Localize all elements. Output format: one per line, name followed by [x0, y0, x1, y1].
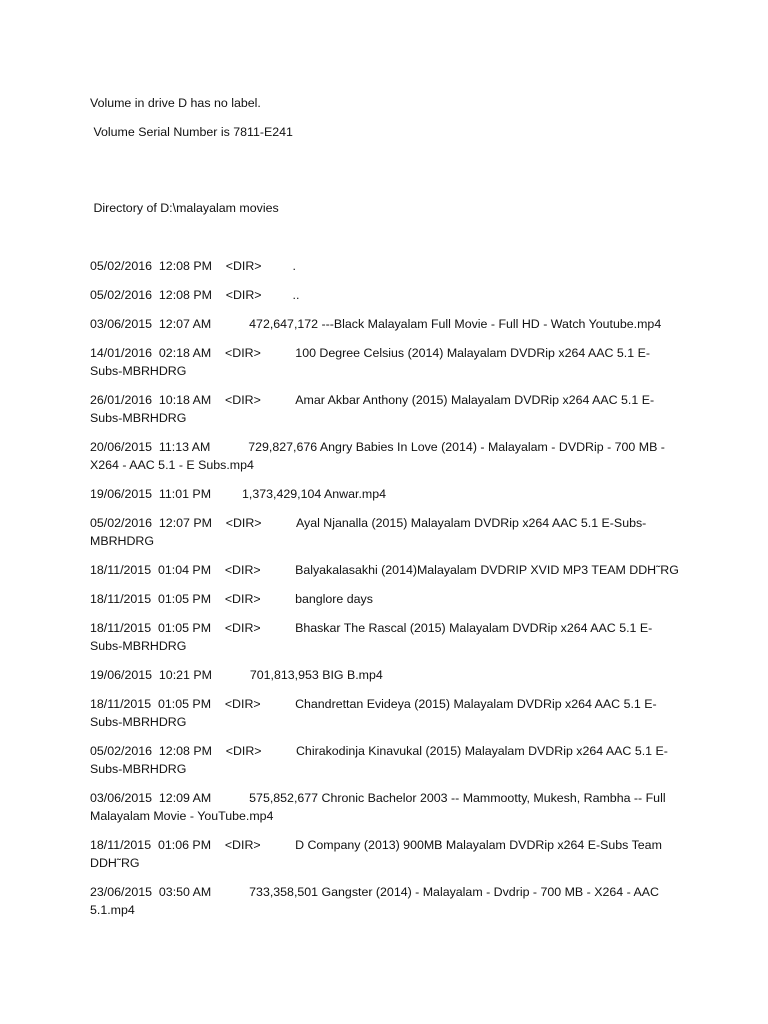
- entry-time: 10:18 AM: [158, 393, 212, 407]
- entry-name: Chandrettan Evideya (2015) Malayalam DVDRip x264 AAC 5.1 E-Subs-MBRHDRG: [90, 697, 657, 729]
- entry-name: 701,813,953 BIG B.mp4: [249, 668, 383, 682]
- entry-gap: [262, 288, 293, 302]
- listing-entry: [90, 438, 680, 474]
- entry-dir-marker: <DIR>: [225, 516, 262, 530]
- entry-gap: [225, 487, 242, 501]
- entry-date: 18/11/2015: [90, 838, 152, 852]
- entry-gap: [225, 885, 249, 899]
- entry-dir-marker: <DIR>: [225, 259, 262, 273]
- entry-gap: [262, 516, 296, 530]
- entry-date: 05/02/2016: [90, 744, 153, 758]
- entry-name: 733,358,501 Gangster (2014) - Malayalam - Dvdrip - 700 MB - X264 - AAC 5.1.mp4: [90, 885, 659, 917]
- entry-time: 12:07 PM: [158, 516, 212, 530]
- entry-dir-marker: <DIR>: [224, 592, 261, 606]
- entry-gap: [261, 393, 295, 407]
- entry-date: 19/06/2015: [90, 487, 153, 501]
- volume-label-line: Volume in drive D has no label.: [90, 96, 261, 110]
- entry-name: 472,647,172 ---Black Malayalam Full Movie - Full HD - Watch Youtube.mp4: [249, 317, 662, 331]
- entry-dir-marker: <DIR>: [225, 744, 262, 758]
- entry-dir-marker: <DIR>: [224, 838, 261, 852]
- entry-time: 01:05 PM: [157, 592, 212, 606]
- entry-date: 23/06/2015: [90, 885, 153, 899]
- entry-gap: [261, 563, 295, 577]
- entry-name: 729,827,676 Angry Babies In Love (2014) - Malayalam - DVDRip - 700 MB - X264 - AAC 5.1 - E Subs.mp4: [90, 440, 665, 472]
- entry-time: 12:09 AM: [158, 791, 212, 805]
- entry-date: 05/02/2016: [90, 516, 153, 530]
- document-page: [90, 94, 680, 930]
- entry-time: 12:08 PM: [158, 288, 212, 302]
- listing-entry: [90, 286, 680, 304]
- entry-time: 12:08 PM: [158, 259, 212, 273]
- volume-serial-line: Volume Serial Number is 7811-E241: [90, 125, 293, 139]
- entry-date: 03/06/2015: [90, 791, 153, 805]
- listing-entry: [90, 485, 680, 503]
- entry-time: 02:18 AM: [158, 346, 212, 360]
- entry-name: Ayal Njanalla (2015) Malayalam DVDRip x264 AAC 5.1 E-Subs-MBRHDRG: [90, 516, 647, 548]
- entry-gap: [224, 440, 248, 454]
- entry-time: 10:21 PM: [158, 668, 212, 682]
- entry-time: 01:04 PM: [157, 563, 212, 577]
- entry-dir-marker: <DIR>: [224, 621, 261, 635]
- entry-date: 18/11/2015: [90, 563, 152, 577]
- listing-entry: [90, 590, 680, 608]
- entry-name: Amar Akbar Anthony (2015) Malayalam DVDRip x264 AAC 5.1 E-Subs-MBRHDRG: [90, 393, 655, 425]
- entry-gap: [262, 744, 296, 758]
- entry-name: 575,852,677 Chronic Bachelor 2003 -- Mammootty, Mukesh, Rambha -- Full Malayalam Movie - YouTube.mp4: [90, 791, 666, 823]
- entry-time: 01:06 PM: [157, 838, 212, 852]
- entry-date: 20/06/2015: [90, 440, 153, 454]
- listing-entry: [90, 789, 680, 825]
- listing-entry: [90, 315, 680, 333]
- entry-date: 18/11/2015: [90, 621, 152, 635]
- entry-date: 03/06/2015: [90, 317, 153, 331]
- entry-dir-marker: <DIR>: [224, 563, 261, 577]
- entry-gap: [226, 668, 250, 682]
- listing-entry: [90, 344, 680, 380]
- entry-gap: [225, 317, 249, 331]
- listing-entry: [90, 561, 680, 579]
- entry-name: Balyakalasakhi (2014)Malayalam DVDRIP XVID MP3 TEAM DDH˜RG: [295, 563, 679, 577]
- listing-entry: [90, 742, 680, 778]
- entry-name: ..: [292, 288, 300, 302]
- entry-date: 14/01/2016: [90, 346, 153, 360]
- entry-dir-marker: <DIR>: [224, 697, 261, 711]
- listing-entry: [90, 619, 680, 655]
- entry-dir-marker: <DIR>: [225, 288, 262, 302]
- entry-name: Chirakodinja Kinavukal (2015) Malayalam DVDRip x264 AAC 5.1 E-Subs-MBRHDRG: [90, 744, 668, 776]
- entry-name: 1,373,429,104 Anwar.mp4: [242, 487, 387, 501]
- entry-time: 12:08 PM: [158, 744, 212, 758]
- entry-gap: [262, 259, 293, 273]
- entry-gap: [225, 791, 249, 805]
- entry-date: 26/01/2016: [90, 393, 153, 407]
- listing-entry: [90, 695, 680, 731]
- entry-name: .: [292, 259, 296, 273]
- entry-time: 12:07 AM: [158, 317, 212, 331]
- entry-name: Bhaskar The Rascal (2015) Malayalam DVDRip x264 AAC 5.1 E-Subs-MBRHDRG: [90, 621, 653, 653]
- entry-date: 19/06/2015: [90, 668, 153, 682]
- entry-time: 01:05 PM: [157, 621, 212, 635]
- entry-time: 01:05 PM: [157, 697, 212, 711]
- entry-time: 03:50 AM: [158, 885, 212, 899]
- listing-entry: [90, 514, 680, 550]
- entry-name: banglore days: [295, 592, 373, 606]
- entry-date: 18/11/2015: [90, 592, 152, 606]
- entry-name: D Company (2013) 900MB Malayalam DVDRip x264 E-Subs Team DDH˜RG: [90, 838, 662, 870]
- listing-entry: [90, 883, 680, 919]
- listing-entry: [90, 836, 680, 872]
- listing-entry: [90, 391, 680, 427]
- entry-dir-marker: <DIR>: [225, 346, 261, 360]
- entry-dir-marker: <DIR>: [225, 393, 261, 407]
- entry-gap: [261, 621, 295, 635]
- listing-entry: [90, 666, 680, 684]
- entry-name: 100 Degree Celsius (2014) Malayalam DVDRip x264 AAC 5.1 E-Subs-MBRHDRG: [90, 346, 650, 378]
- entry-time: 11:01 PM: [158, 487, 212, 501]
- listing-entry: [90, 257, 680, 275]
- entry-date: 05/02/2016: [90, 288, 153, 302]
- entry-gap: [261, 592, 295, 606]
- entry-gap: [261, 697, 295, 711]
- entry-date: 18/11/2015: [90, 697, 152, 711]
- directory-listing: [90, 257, 680, 919]
- directory-path-line: Directory of D:\malayalam movies: [90, 201, 279, 215]
- entry-gap: [261, 346, 295, 360]
- entry-date: 05/02/2016: [90, 259, 153, 273]
- entry-gap: [261, 838, 295, 852]
- entry-time: 11:13 AM: [158, 440, 211, 454]
